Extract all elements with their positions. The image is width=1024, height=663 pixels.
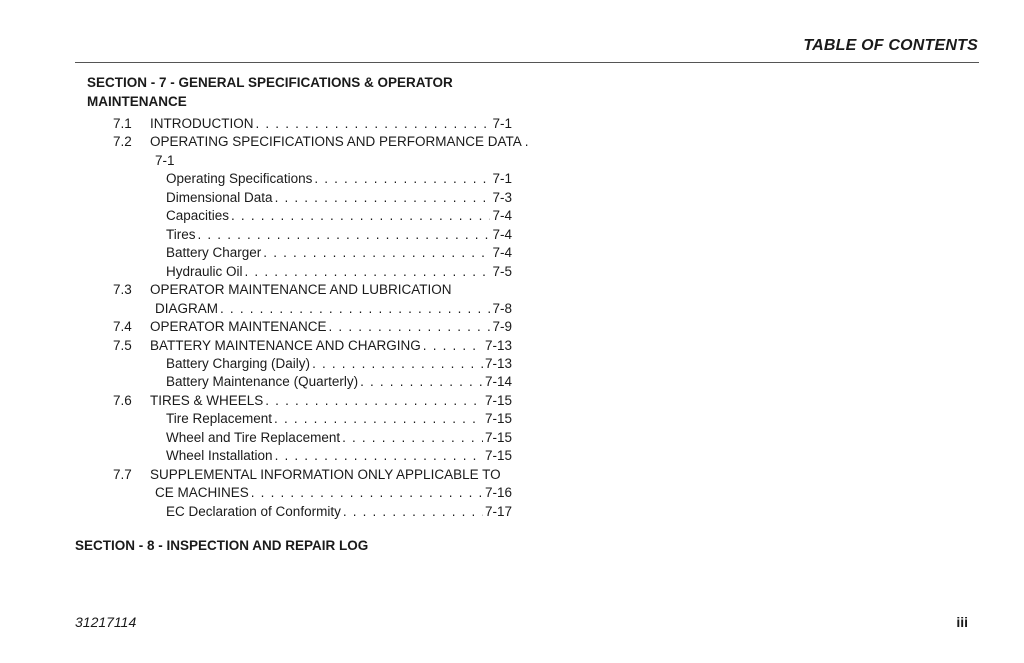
toc-page-number: 7-13 [484, 356, 512, 371]
toc-entry-title: Operating Specifications [166, 171, 313, 186]
dot-leader [360, 373, 483, 391]
toc-entry-title: Capacities [166, 208, 230, 223]
toc-entry-title: Battery Maintenance (Quarterly) [166, 374, 359, 389]
toc-row [0, 503, 1024, 521]
section-7-title: SECTION - 7 - GENERAL SPECIFICATIONS & OPERATOR MAINTENANCE [87, 75, 453, 109]
toc-number: 7.5 [113, 338, 132, 353]
toc-entry-title: TIRES & WHEELS [150, 393, 264, 408]
toc-row [0, 226, 1024, 244]
dot-leader [198, 226, 491, 244]
toc-entry-title: BATTERY MAINTENANCE AND CHARGING [150, 338, 421, 353]
toc-entry-title: Battery Charging (Daily) [166, 356, 311, 371]
dot-leader [251, 484, 483, 502]
toc-row [0, 318, 1024, 336]
dot-leader [314, 170, 490, 188]
toc-entry-title: Hydraulic Oil [166, 264, 243, 279]
toc-row [0, 373, 1024, 391]
toc-row [0, 392, 1024, 410]
toc-page-number: 7-15 [484, 393, 512, 408]
toc-row [0, 447, 1024, 465]
document-number: 31217114 [75, 614, 137, 630]
toc-row [0, 355, 1024, 373]
toc-row [0, 115, 1024, 133]
toc-row [0, 281, 1024, 299]
dot-leader [275, 447, 483, 465]
toc-entry-operating-specifications[interactable] [166, 170, 512, 188]
toc-page-number: 7-17 [484, 504, 512, 519]
dot-leader [263, 244, 490, 262]
toc-number: 7.4 [113, 319, 132, 334]
toc-entry-lubrication-diagram[interactable] [155, 300, 512, 318]
toc-row [0, 429, 1024, 447]
toc-entry-title[interactable]: OPERATING SPECIFICATIONS AND PERFORMANCE DATA . [150, 134, 529, 149]
section-8-title[interactable]: SECTION - 8 - INSPECTION AND REPAIR LOG [75, 538, 369, 553]
toc-row [0, 466, 1024, 484]
toc-entry-battery-maintenance-quarterly[interactable] [166, 373, 512, 391]
dot-leader [245, 263, 491, 281]
dot-leader [265, 392, 483, 410]
toc-row [0, 170, 1024, 188]
dot-leader [256, 115, 491, 133]
toc-entry-title: Tire Replacement [166, 411, 273, 426]
toc-entry-battery-charging-daily[interactable] [166, 355, 512, 373]
toc-entry-title: CE MACHINES [155, 485, 249, 500]
toc-row [0, 410, 1024, 428]
dot-leader [275, 189, 491, 207]
toc-entry-title: INTRODUCTION [150, 116, 254, 131]
toc-row [0, 337, 1024, 355]
toc-number: 7.2 [113, 134, 132, 149]
toc-entry-title: Tires [166, 227, 196, 242]
toc-entry-title: Wheel Installation [166, 448, 273, 463]
toc-entry-introduction[interactable] [150, 115, 512, 133]
toc-entry-operator-maintenance[interactable] [150, 318, 512, 336]
toc-entry-title: DIAGRAM [155, 301, 219, 316]
page-number: iii [956, 614, 968, 630]
dot-leader [274, 410, 483, 428]
toc-page-number: 7-14 [484, 374, 512, 389]
page-header-title: TABLE OF CONTENTS [803, 37, 978, 54]
toc-row [0, 133, 1024, 151]
dot-leader [329, 318, 491, 336]
header-divider [75, 62, 979, 63]
toc-number: 7.6 [113, 393, 132, 408]
toc-entry-hydraulic-oil[interactable] [166, 263, 512, 281]
dot-leader [231, 207, 490, 225]
toc-page-number: 7-1 [492, 171, 512, 186]
dot-leader [423, 337, 483, 355]
toc-row [0, 207, 1024, 225]
toc-page-number: 7-15 [484, 448, 512, 463]
toc-page-number: 7-1 [155, 153, 175, 168]
toc-entry-title[interactable]: SUPPLEMENTAL INFORMATION ONLY APPLICABLE TO [150, 467, 501, 482]
toc-number: 7.3 [113, 282, 132, 297]
dot-leader [312, 355, 483, 373]
toc-entry-wheel-tire-replacement[interactable] [166, 429, 512, 447]
toc-number: 7.7 [113, 467, 132, 482]
toc-entry-tires-wheels[interactable] [150, 392, 512, 410]
toc-row [0, 263, 1024, 281]
toc-entry-title: OPERATOR MAINTENANCE [150, 319, 327, 334]
toc-page-number: 7-15 [484, 411, 512, 426]
dot-leader [343, 503, 483, 521]
toc-page-number: 7-4 [492, 245, 512, 260]
toc-entry-tire-replacement[interactable] [166, 410, 512, 428]
toc-entry-title: EC Declaration of Conformity [166, 504, 341, 519]
toc-entry-ec-declaration[interactable] [166, 503, 512, 521]
toc-entry-tires[interactable] [166, 226, 512, 244]
toc-entry-title: Wheel and Tire Replacement [166, 430, 341, 445]
toc-entry-wheel-installation[interactable] [166, 447, 512, 465]
toc-row [0, 189, 1024, 207]
toc-page-number: 7-5 [492, 264, 512, 279]
toc-page-number: 7-9 [492, 319, 512, 334]
toc-entry-battery-charger[interactable] [166, 244, 512, 262]
toc-page-number: 7-4 [492, 227, 512, 242]
toc-entry-battery-maintenance[interactable] [150, 337, 512, 355]
dot-leader [220, 300, 490, 318]
toc-row [0, 300, 1024, 318]
toc-page-number: 7-16 [484, 485, 512, 500]
toc-page-number: 7-15 [484, 430, 512, 445]
toc-entry-dimensional-data[interactable] [166, 189, 512, 207]
toc-page-number: 7-1 [492, 116, 512, 131]
toc-entry-title: Battery Charger [166, 245, 262, 260]
toc-entry-title[interactable]: OPERATOR MAINTENANCE AND LUBRICATION [150, 282, 452, 297]
toc-page-number: 7-13 [484, 338, 512, 353]
toc-number: 7.1 [113, 116, 132, 131]
toc-row [0, 244, 1024, 262]
toc-entry-capacities[interactable] [166, 207, 512, 225]
toc-page-number: 7-3 [492, 190, 512, 205]
toc-entry-title: Dimensional Data [166, 190, 273, 205]
toc-page-number: 7-8 [492, 301, 512, 316]
toc-row [0, 484, 1024, 502]
toc-page-number: 7-4 [492, 208, 512, 223]
toc-entry-ce-machines[interactable] [155, 484, 512, 502]
dot-leader [342, 429, 483, 447]
